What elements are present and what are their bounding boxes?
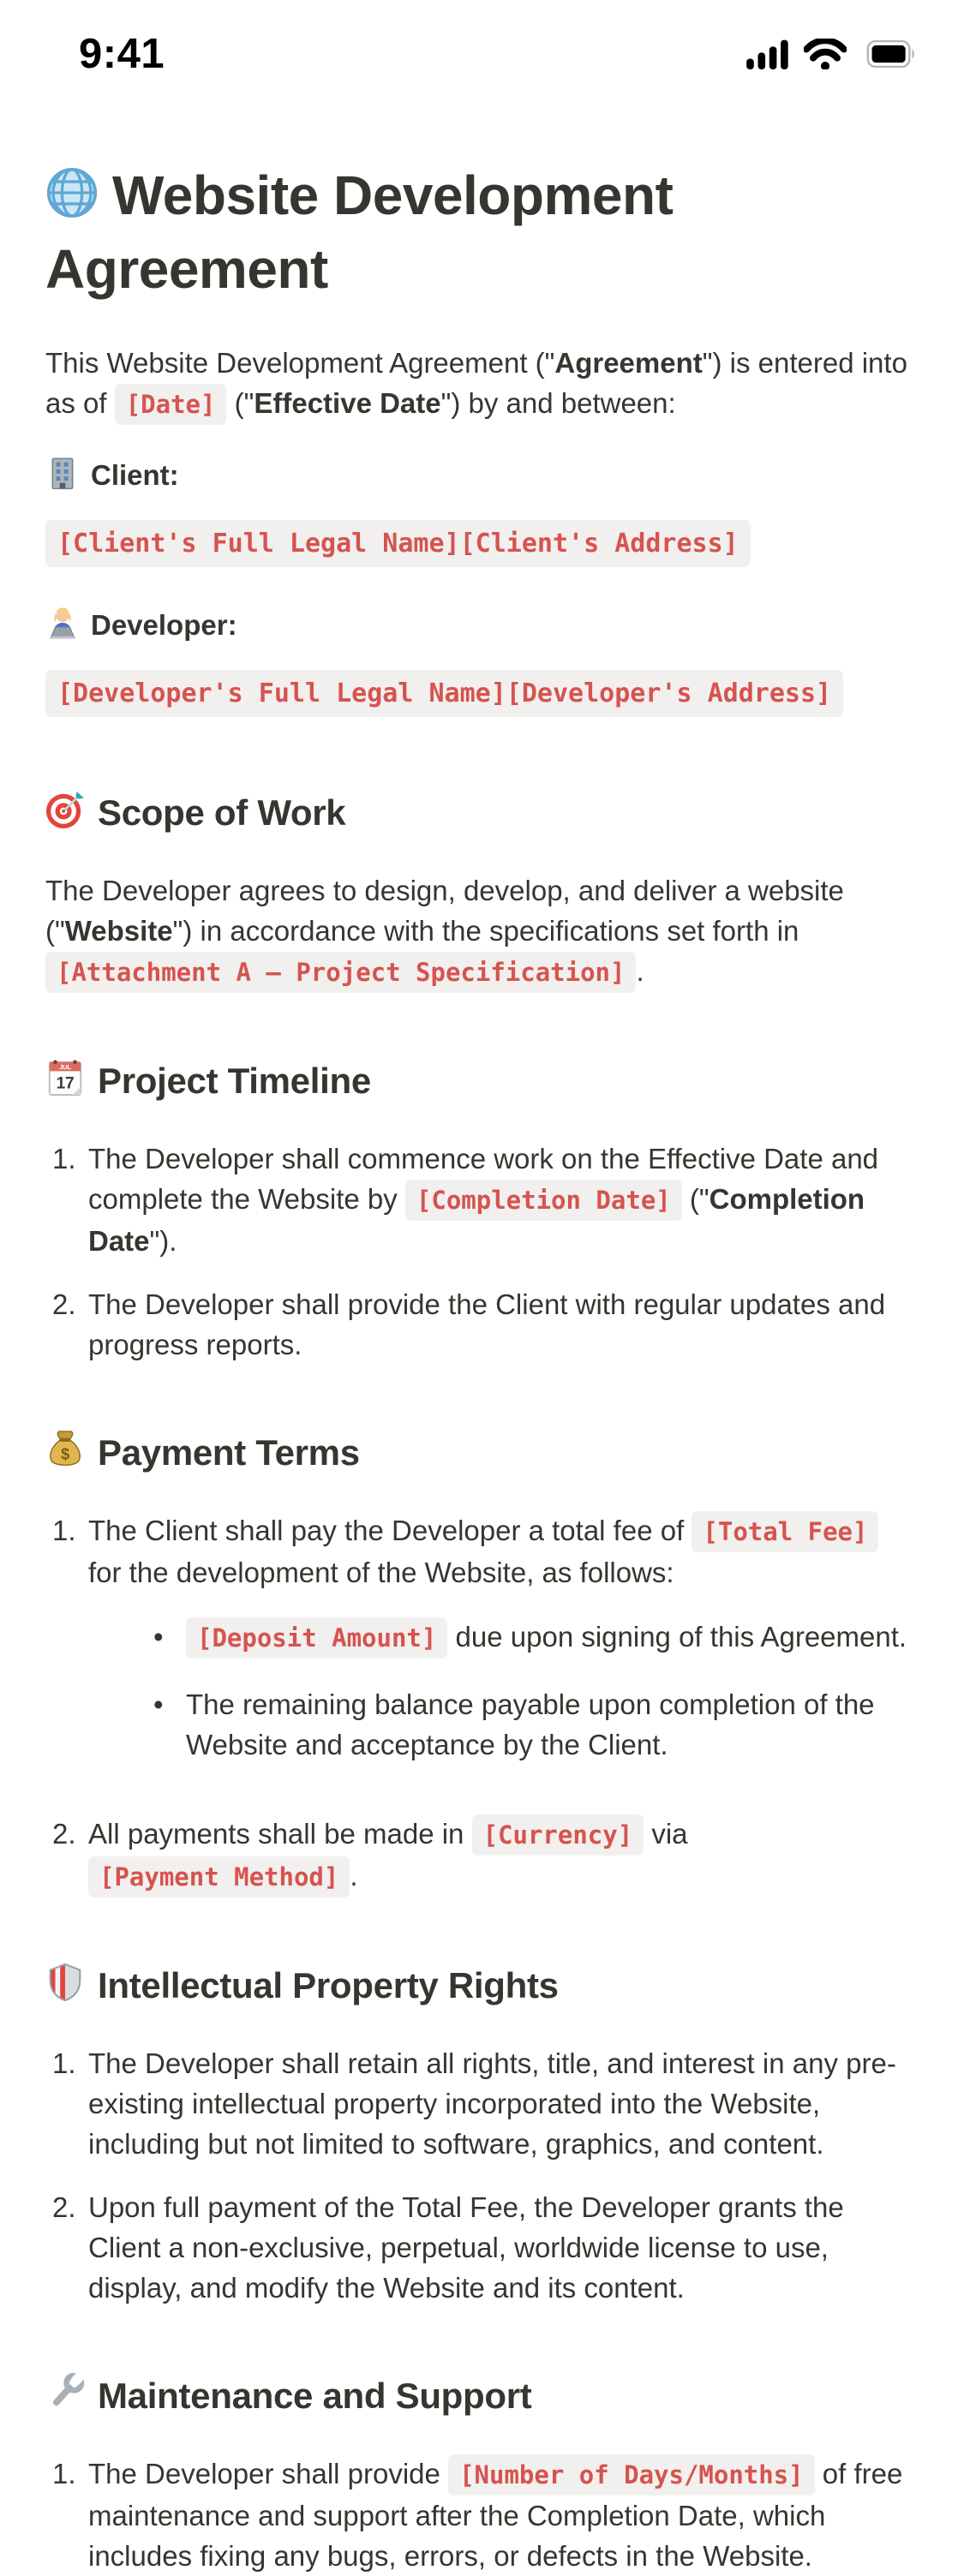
section-project-timeline: [45, 1058, 919, 1365]
scope-text: ") in accordance with the specifications set forth in: [172, 915, 799, 947]
payment-bullet-2[interactable]: [88, 1684, 919, 1765]
wifi-icon: [804, 39, 847, 69]
payment-item-text: for the development of the Website, as follows:: [88, 1557, 674, 1588]
status-time: 9:41: [79, 31, 165, 77]
list-number: 1.: [52, 1515, 76, 1546]
scope-bold-website: Website: [64, 915, 173, 947]
intro-bold-effective-date: Effective Date: [254, 387, 441, 419]
support-duration-placeholder[interactable]: [Number of Days/Months]: [448, 2454, 815, 2495]
payment-bullet-text: The remaining balance payable upon completion of the Website and acceptance by the Client.: [186, 1688, 875, 1760]
payment-item-text: via: [644, 1818, 688, 1850]
money-bag-icon: [45, 1430, 85, 1479]
payment-item-1[interactable]: [45, 1510, 919, 1790]
scope-text: .: [636, 955, 644, 987]
intro-paragraph[interactable]: [45, 343, 919, 425]
globe-icon: [45, 166, 99, 235]
payment-bullet-1[interactable]: [88, 1617, 919, 1659]
payment-item-text: .: [350, 1860, 358, 1892]
scope-heading[interactable]: [45, 790, 919, 840]
currency-placeholder[interactable]: [Currency]: [472, 1814, 644, 1856]
ip-item-2[interactable]: [45, 2187, 919, 2308]
payment-bullet-text: due upon signing of this Agreement.: [447, 1621, 907, 1653]
maintenance-item-1[interactable]: [45, 2453, 919, 2576]
list-number: 1.: [52, 1143, 76, 1174]
ip-item-text: Upon full payment of the Total Fee, the Developer grants the Client a non-exclusive, perpetual, worldwide license to use, display, and modify the Website and its content.: [88, 2191, 844, 2304]
list-number: 2.: [52, 1288, 76, 1320]
total-fee-placeholder[interactable]: [Total Fee]: [692, 1511, 878, 1552]
developer-name-address-placeholder[interactable]: [Developer's Full Legal Name][Developer's Address]: [45, 670, 843, 717]
intro-text: ") is entered into as of: [45, 347, 907, 419]
ip-heading-text: Intellectual Property Rights: [98, 1965, 559, 2005]
shield-icon: [45, 1963, 85, 2012]
client-label-text: Client:: [91, 459, 179, 491]
section-payment-terms: [45, 1430, 919, 1898]
completion-date-placeholder[interactable]: [Completion Date]: [405, 1180, 682, 1221]
payment-item-text: The Client shall pay the Developer a total fee of: [88, 1515, 692, 1546]
scope-text: The Developer agrees to design, develop, and deliver a website (": [45, 875, 844, 947]
list-number: 2.: [52, 1818, 76, 1850]
office-building-icon: [45, 456, 80, 502]
timeline-heading-text: Project Timeline: [98, 1061, 371, 1101]
ip-item-1[interactable]: [45, 2043, 919, 2164]
maintenance-item-text: The Developer shall provide: [88, 2458, 449, 2489]
timeline-list: [45, 1139, 919, 1365]
section-maintenance: [45, 2373, 919, 2576]
client-label[interactable]: [45, 454, 919, 502]
developer-label-text: Developer:: [91, 609, 237, 641]
deposit-amount-placeholder[interactable]: [Deposit Amount]: [186, 1617, 447, 1659]
list-number: 1.: [52, 2458, 76, 2489]
svg-text:JUL: JUL: [59, 1062, 71, 1071]
ip-list: [45, 2043, 919, 2308]
client-placeholder-line[interactable]: [45, 517, 919, 575]
client-name-address-placeholder[interactable]: [Client's Full Legal Name][Client's Address]: [45, 520, 751, 567]
bullet-dot: •: [153, 1688, 164, 1720]
payment-sublist: [88, 1617, 919, 1765]
date-placeholder[interactable]: [Date]: [115, 384, 227, 425]
timeline-item-1[interactable]: [45, 1139, 919, 1261]
calendar-icon: [45, 1058, 85, 1108]
page-title-text: Website Development Agreement: [45, 164, 674, 300]
intro-text: ") by and between:: [440, 387, 676, 419]
intro-text: This Website Development Agreement (": [45, 347, 555, 379]
timeline-bold-completion-date: Completion Date: [88, 1183, 865, 1257]
payment-heading[interactable]: [45, 1430, 919, 1479]
technologist-icon: [45, 606, 80, 652]
timeline-item-text: (": [681, 1183, 710, 1215]
timeline-item-text: The Developer shall provide the Client with regular updates and progress reports.: [88, 1288, 886, 1360]
maintenance-heading-text: Maintenance and Support: [98, 2376, 532, 2416]
list-number: 2.: [52, 2191, 76, 2223]
bullet-dot: •: [153, 1621, 164, 1653]
list-number: 1.: [52, 2047, 76, 2079]
timeline-item-text: ").: [149, 1225, 177, 1257]
cellular-signal-icon: [746, 39, 791, 69]
ip-heading[interactable]: [45, 1963, 919, 2012]
maintenance-list: [45, 2453, 919, 2576]
payment-heading-text: Payment Terms: [98, 1432, 360, 1473]
section-ip-rights: [45, 1963, 919, 2308]
developer-placeholder-line[interactable]: [45, 667, 919, 725]
status-bar: [0, 0, 964, 89]
timeline-item-2[interactable]: [45, 1284, 919, 1365]
intro-bold-agreement: Agreement: [554, 347, 703, 379]
battery-icon: [859, 39, 925, 69]
status-icons: [746, 39, 925, 69]
payment-list: [45, 1510, 919, 1898]
svg-text:$: $: [61, 1445, 69, 1463]
intro-text: (": [226, 387, 254, 419]
developer-label[interactable]: [45, 604, 919, 652]
payment-method-placeholder[interactable]: [Payment Method]: [88, 1856, 350, 1898]
wrench-icon: [45, 2373, 85, 2423]
svg-text:17: 17: [56, 1074, 75, 1093]
timeline-heading[interactable]: [45, 1058, 919, 1108]
payment-item-2[interactable]: [45, 1814, 919, 1898]
maintenance-heading[interactable]: [45, 2373, 919, 2423]
page-title[interactable]: [45, 161, 919, 303]
timeline-item-text: The Developer shall commence work on the Effective Date and complete the Website by: [88, 1143, 879, 1215]
maintenance-item-text: of free maintenance and support after the Completion Date, which includes fixing any bugs, errors, or defects in the Website.: [88, 2458, 903, 2572]
document-page: [0, 161, 964, 2576]
target-icon: [45, 790, 85, 840]
scope-heading-text: Scope of Work: [98, 792, 346, 833]
payment-item-text: All payments shall be made in: [88, 1818, 472, 1850]
scope-paragraph[interactable]: [45, 870, 919, 993]
ip-item-text: The Developer shall retain all rights, title, and interest in any pre-existing intellectual property incorporated into the Website, including but not limited to software, graphics, and content.: [88, 2047, 896, 2160]
section-scope-of-work: [45, 790, 919, 993]
attachment-a-placeholder[interactable]: [Attachment A — Project Specification]: [45, 952, 636, 993]
